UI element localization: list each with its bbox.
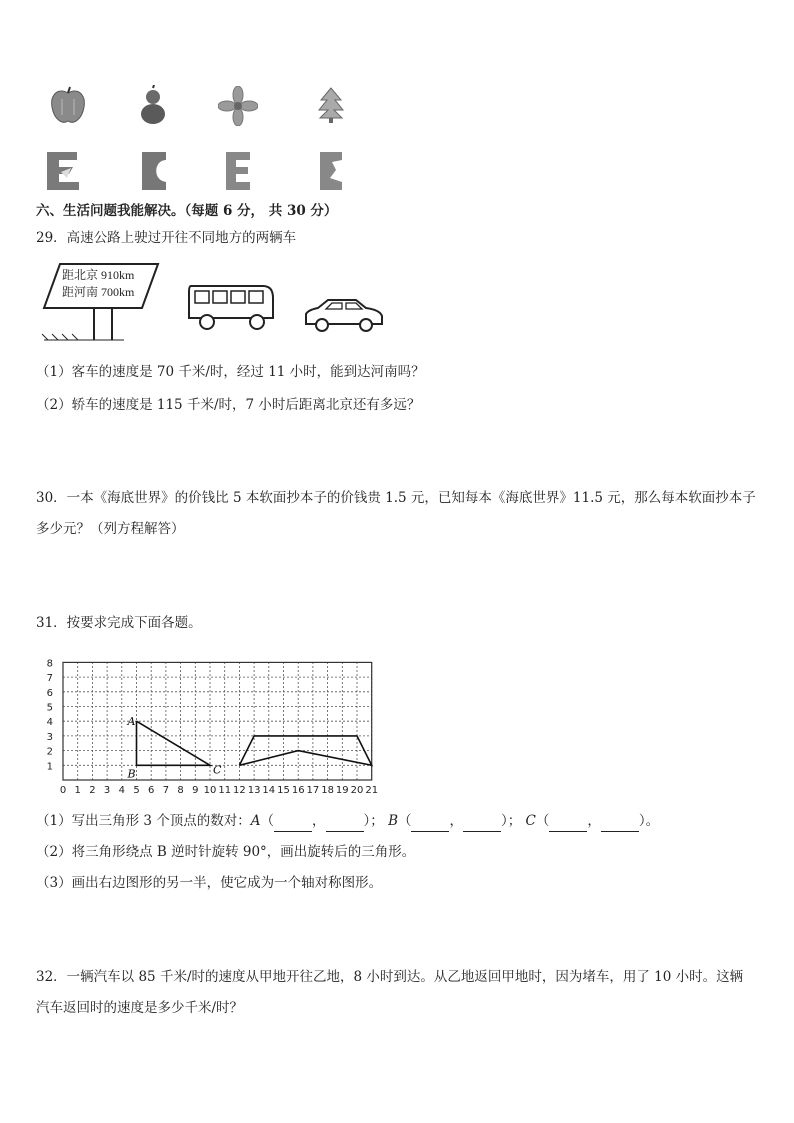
bus-icon [185, 282, 277, 332]
sign-line-beijing: 距北京 910km [62, 268, 135, 282]
x-tick-label: 10 [203, 785, 217, 796]
tree-icon [316, 86, 346, 124]
y-tick-label: 2 [46, 746, 53, 758]
label-a: A [250, 813, 261, 829]
question-31-stem: 31．按要求完成下面各题。 [36, 615, 202, 631]
half-c-icon [140, 150, 170, 192]
blank-a-y[interactable] [326, 811, 364, 832]
blank-b-x[interactable] [411, 811, 449, 832]
y-tick-label: 4 [46, 717, 53, 729]
point-a-label: A [127, 715, 136, 729]
triangle-abc [137, 721, 211, 765]
x-tick-label: 8 [177, 785, 184, 796]
x-tick-label: 12 [233, 785, 246, 796]
x-tick-label: 5 [133, 785, 140, 796]
x-tick-label: 13 [247, 785, 261, 796]
blank-c-x[interactable] [549, 811, 587, 832]
question-31-sub2: （2）将三角形绕点 B 逆时针旋转 90°，画出旋转后的三角形。 [36, 844, 416, 860]
half-e-icon-3 [318, 150, 348, 192]
x-tick-label: 11 [218, 785, 232, 796]
x-tick-label: 19 [335, 785, 349, 796]
section-heading: 六、生活问题我能解决。（每题 6 分， 共 30 分） [36, 203, 338, 219]
car-icon [302, 296, 386, 336]
x-tick-label: 16 [291, 785, 305, 796]
gourd-icon [138, 85, 168, 127]
x-tick-label: 18 [321, 785, 334, 796]
x-tick-label: 14 [262, 785, 276, 796]
question-32-line2: 汽车返回时的速度是多少千米/时？ [36, 1000, 244, 1016]
coordinate-grid [40, 640, 380, 800]
x-tick-label: 4 [118, 785, 125, 796]
question-31-sub3: （3）画出右边图形的另一半，使它成为一个轴对称图形。 [36, 875, 383, 891]
blank-b-y[interactable] [463, 811, 501, 832]
blank-c-y[interactable] [601, 811, 639, 832]
question-31-sub1: （1）写出三角形 3 个顶点的数对：A（ ， ）； B（ ， ）； C（ ， ）。 [36, 811, 659, 832]
point-b-label: B [127, 767, 136, 781]
x-tick-label: 6 [148, 785, 155, 796]
x-tick-label: 17 [306, 785, 320, 796]
x-tick-label: 2 [89, 785, 96, 796]
question-32-line1: 32．一辆汽车以 85 千米/时的速度从甲地开往乙地，8 小时到达。从乙地返回甲地时，因为堵车，用了 10 小时。这辆 [36, 969, 744, 985]
x-tick-label: 9 [192, 785, 199, 796]
apple-icon [48, 85, 88, 127]
question-29-stem: 29．高速公路上驶过开往不同地方的两辆车 [36, 230, 297, 246]
y-tick-label: 6 [46, 687, 53, 699]
x-tick-label: 20 [350, 785, 364, 796]
x-tick-label: 3 [103, 785, 111, 796]
half-e-icon-2 [224, 150, 254, 192]
y-tick-label: 1 [46, 761, 53, 773]
y-tick-label: 3 [46, 731, 53, 743]
x-tick-label: 15 [277, 785, 290, 796]
x-tick-label: 7 [162, 785, 170, 796]
sign-line-henan: 距河南 700km [62, 285, 135, 299]
question-30-line1: 30．一本《海底世界》的价钱比 5 本软面抄本子的价钱贵 1.5 元，已知每本《海底世界》11.5 元，那么每本软面抄本子 [36, 490, 756, 506]
label-b: B [388, 813, 398, 829]
question-29-sub2: （2）轿车的速度是 115 千米/时，7 小时后距离北京还有多远？ [36, 397, 421, 413]
y-tick-label: 5 [46, 702, 53, 714]
y-tick-label: 8 [46, 658, 53, 670]
x-tick-label: 0 [59, 785, 67, 796]
question-30-line2: 多少元？（列方程解答） [36, 521, 185, 537]
half-e-icon-1 [45, 150, 81, 192]
label-c: C [525, 813, 536, 829]
x-tick-label: 1 [74, 785, 81, 796]
blank-a-x[interactable] [274, 811, 312, 832]
x-tick-label: 21 [365, 785, 379, 796]
flower-icon [218, 86, 258, 126]
point-c-label: C [213, 763, 222, 777]
question-29-sub1: （1）客车的速度是 70 千米/时，经过 11 小时，能到达河南吗？ [36, 364, 425, 380]
y-tick-label: 7 [46, 673, 53, 685]
road-sign-text [62, 267, 134, 301]
